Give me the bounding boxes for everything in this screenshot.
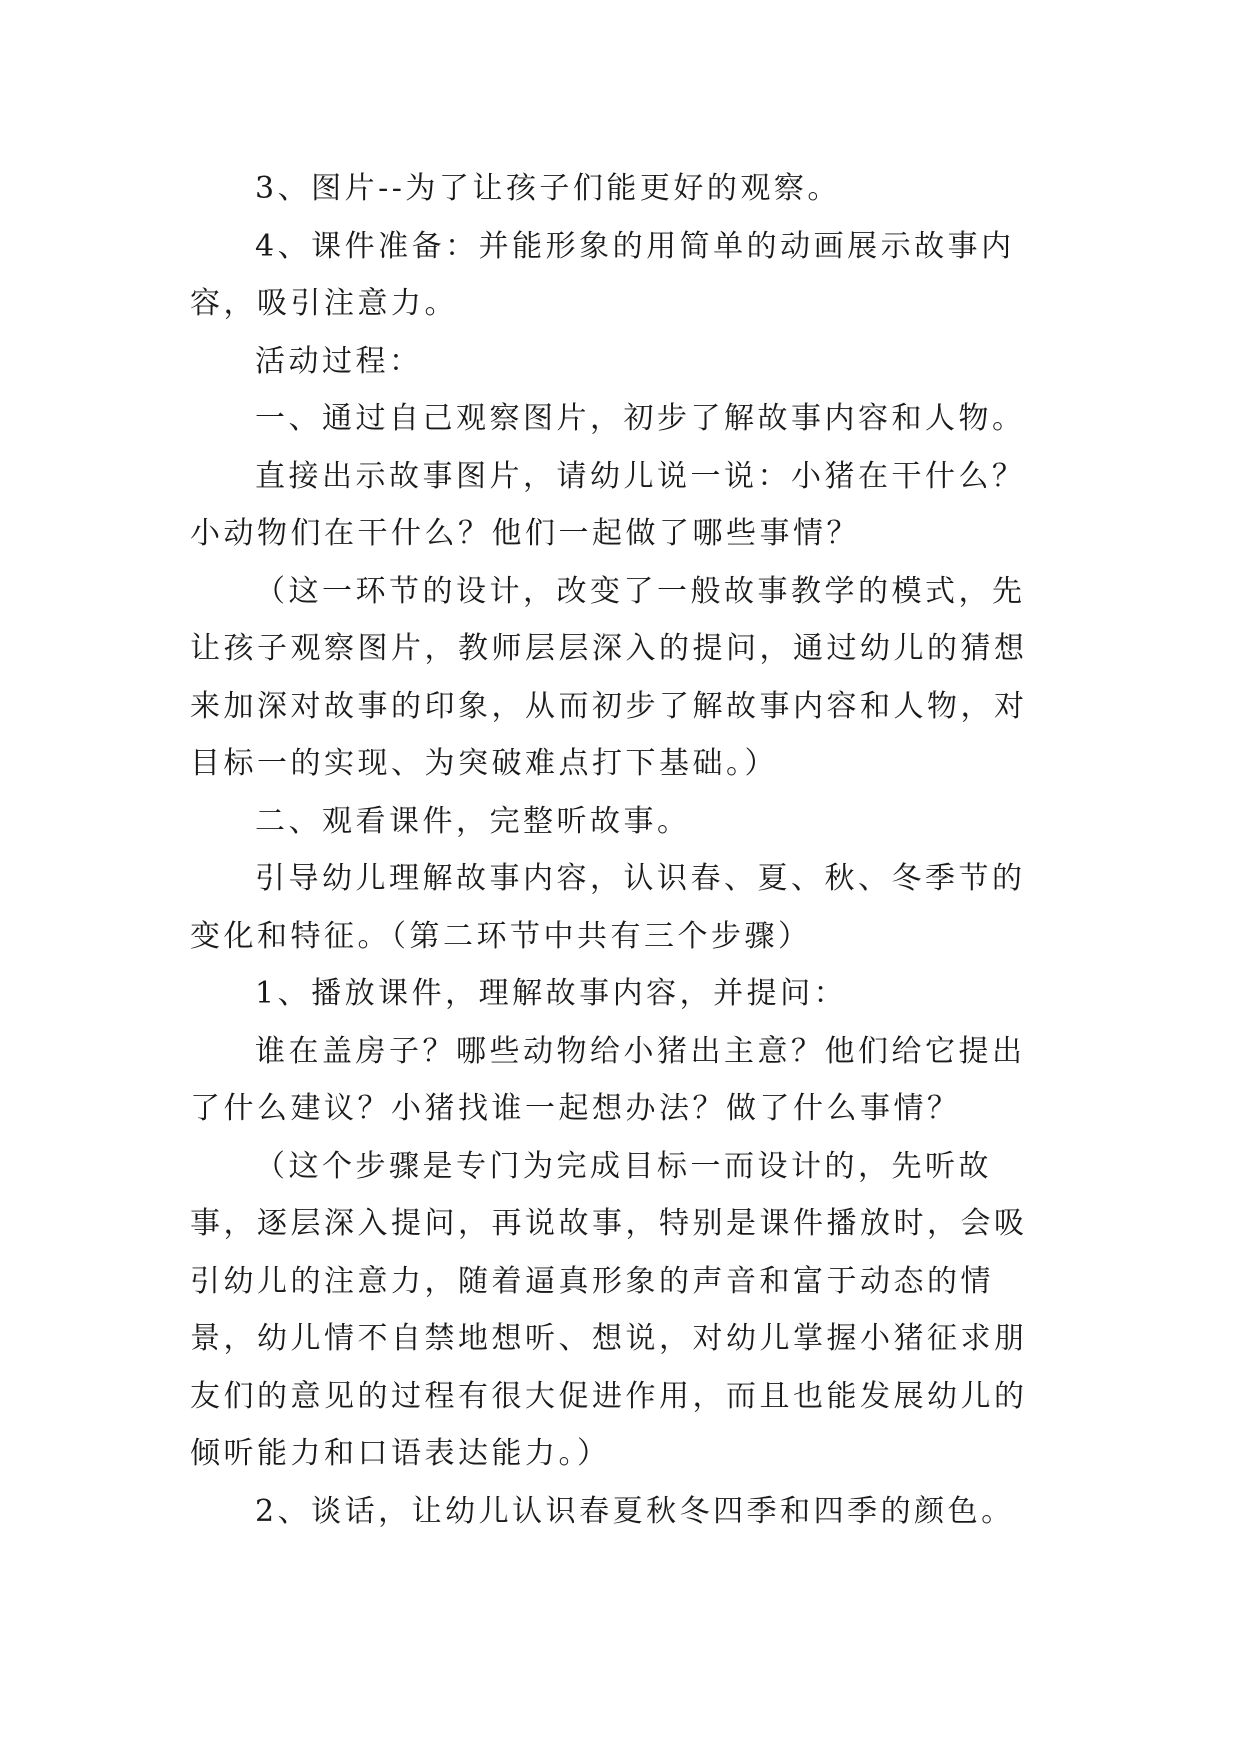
paragraph: 2、谈话，让幼儿认识春夏秋冬四季和四季的颜色。 — [255, 1493, 1015, 1529]
paragraph: 谁在盖房子？哪些动物给小猪出主意？他们给它提出了什么建议？小猪找谁一起想办法？做了什么事情？ — [190, 1033, 1026, 1126]
paragraph: 1、播放课件，理解故事内容，并提问： — [255, 976, 848, 1011]
paragraph: 引导幼儿理解故事内容，认识春、夏、秋、冬季节的变化和特征。（第二环节中共有三个步骤） — [190, 861, 1026, 954]
paragraph: 3、图片--为了让孩子们能更好的观察。 — [255, 171, 841, 206]
paragraph: （这个步骤是专门为完成目标一而设计的，先听故事，逐层深入提问，再说故事，特别是课件播放时，会吸引幼儿的注意力，随着逼真形象的声音和富于动态的情景，幼儿情不自禁地想听、想说，对幼儿掌握小猪征求朋友们的意见的过程有很大促进作用，而且也能发展幼儿的倾听能力和口语表达能力。） — [190, 1148, 1028, 1471]
paragraph: 直接出示故事图片，请幼儿说一说：小猪在干什么？小动物们在干什么？他们一起做了哪些事情？ — [190, 458, 1026, 551]
paragraph: 二、观看课件，完整听故事。 — [255, 803, 691, 839]
paragraph: 一、通过自己观察图片，初步了解故事内容和人物。 — [255, 401, 1026, 436]
paragraph: 活动过程： — [255, 343, 423, 379]
paragraph: （这一环节的设计，改变了一般故事教学的模式，先让孩子观察图片，教师层层深入的提问，通过幼儿的猜想来加深对故事的印象，从而初步了解故事内容和人物，对目标一的实现、为突破难点打下基础。） — [190, 573, 1028, 781]
document-body — [190, 160, 1050, 1540]
paragraph: 4、课件准备：并能形象的用简单的动画展示故事内容，吸引注意力。 — [190, 228, 1015, 321]
